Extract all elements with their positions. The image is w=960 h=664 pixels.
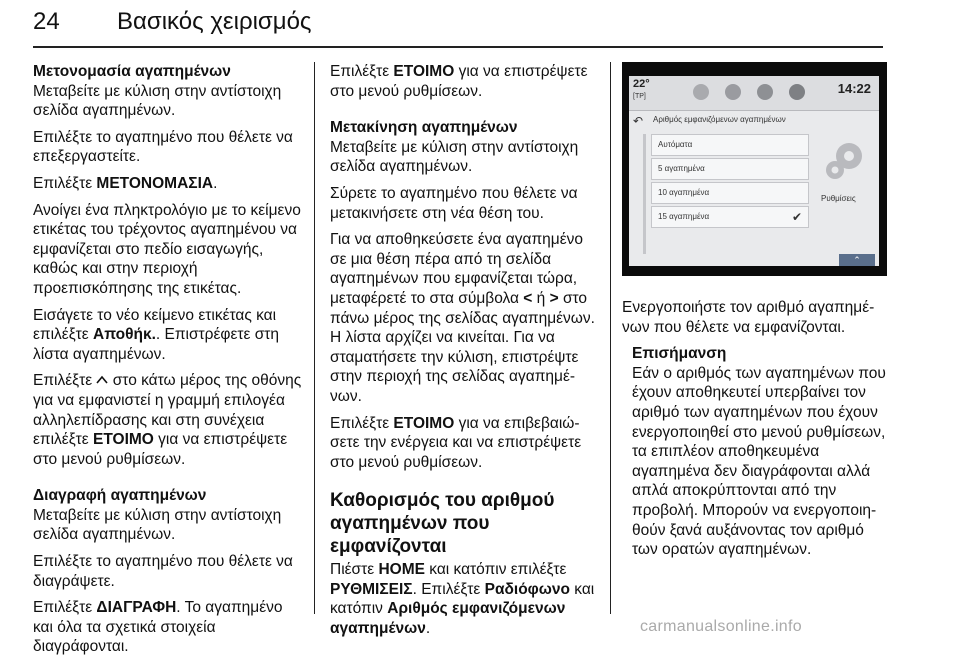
paragraph: Επιλέξτε ΕΤΟΙΜΟ για να επιβεβαιώσετε την ενέργεια και να επιστρέψετε στο μενού ρυθμίσεων. [330, 414, 582, 471]
paragraph: Μεταβείτε με κύλιση στην αντίστοιχη σελίδα αγαπημένων. [33, 506, 282, 544]
status-bar [629, 76, 879, 111]
paragraph: Επιλέξτε στο κάτω μέρος της οθόνης για να εμφανιστεί η γραμμή επιλογέα αλληλεπίδρασης και στη συνέχεια επιλέξτε ΕΤΟΙΜΟ για να επιστρέψετε στο μενού ρυθμίσεων. [33, 372, 302, 468]
paragraph: Εισάγετε το νέο κείμενο ετικέτας και επιλέξτε Αποθήκ.. Επιστρέφετε στη λίστα αγαπημένων. [33, 306, 280, 363]
section-heading-move: Μετακίνηση αγαπημένων [330, 119, 518, 137]
header-rule [33, 46, 883, 48]
settings-label: Ρυθμίσεις [821, 194, 856, 203]
phone-icon[interactable] [757, 84, 773, 100]
paragraph: Μεταβείτε με κύλιση στην αντίστοιχη σελίδα αγαπημένων. [33, 82, 282, 120]
column-3 [622, 298, 887, 567]
column-2 [330, 62, 600, 646]
paragraph: Επιλέξτε ΜΕΤΟΝΟΜΑΣΙΑ. [33, 174, 218, 192]
chevron-left-icon: < [523, 289, 533, 307]
section-heading-define: Καθορισμός του αριθμού αγαπημένων που εμφανίζονται [330, 490, 555, 558]
paragraph: Ενεργοποιήστε τον αριθμό αγαπημένων που θέλετε να εμφανίζονται. [622, 299, 875, 336]
chevron-right-icon: > [549, 289, 559, 307]
note-text: Εάν ο αριθμός των αγαπημένων που έχουν αποθηκευτεί υπερβαίνει τον αριθμό των αγαπημένων που έχουν ενεργοποιηθεί στο μενού ρυθμίσεων, τα επιπλέον αποθηκευμένα αγαπημένα δεν διαγράφονται αλλά απλά αποκρύπτονται από την προβολή. Μπορούν να ενεργοποιηθούν ξανά αυξάνοντας τον αριθμό των ορατών αγαπημένων. [632, 364, 886, 559]
column-divider [610, 62, 611, 614]
list-item[interactable]: 15 αγαπημένα ✔ [651, 206, 809, 228]
info-icon[interactable] [789, 84, 805, 100]
clock: 14:22 [837, 81, 871, 96]
audio-icon[interactable] [725, 84, 741, 100]
note-heading: Επισήμανση [632, 345, 727, 363]
paragraph: Ανοίγει ένα πληκτρολόγιο με το κείμενο ετικέτας του τρέχοντος αγαπημένου να εμφανίζεται στο πεδίο εισαγωγής, καθώς και στην περιοχή προεπισκόπησης της ετικέτας. [33, 201, 301, 297]
display-screen [629, 76, 879, 266]
infotainment-screenshot [622, 62, 887, 276]
paragraph: Σύρετε το αγαπημένο που θέλετε να μετακινήσετε στη νέα θέση του. [330, 184, 578, 222]
section-heading-delete: Διαγραφή αγαπημένων [33, 487, 207, 505]
list-item[interactable]: Αυτόματα [651, 134, 809, 156]
list-item[interactable]: 10 αγαπημένα [651, 182, 809, 204]
note-box [632, 344, 887, 560]
paragraph: Επιλέξτε ΔΙΑΓΡΑΦΗ. Το αγαπημένο και όλα τα σχετικά στοιχεία διαγράφονται. [33, 599, 283, 656]
chevron-up-icon [96, 374, 108, 386]
list-item[interactable]: 5 αγαπημένα [651, 158, 809, 180]
page-number: 24 [33, 8, 60, 35]
section-heading-rename: Μετονομασία αγαπημένων [33, 63, 231, 80]
scrollbar[interactable] [643, 134, 646, 254]
paragraph: Επιλέξτε το αγαπημένο που θέλετε να επεξεργαστείτε. [33, 128, 293, 166]
paragraph: Επιλέξτε το αγαπημένο που θέλετε να διαγράψετε. [33, 553, 293, 590]
paragraph: Μεταβείτε με κύλιση στην αντίστοιχη σελίδα αγαπημένων. [330, 138, 579, 176]
option-list [651, 134, 809, 230]
watermark: carmanualsonline.info [640, 618, 802, 635]
column-1 [33, 62, 303, 664]
page-header [33, 4, 883, 48]
column-divider [314, 62, 315, 614]
back-arrow-icon[interactable]: ↶ [633, 114, 644, 128]
paragraph: Επιλέξτε ΕΤΟΙΜΟ για να επιστρέψετε στο μενού ρυθμίσεων. [330, 63, 588, 100]
top-icons [685, 82, 815, 104]
settings-gears-icon [819, 136, 869, 186]
temperature: 22° [633, 78, 650, 90]
screen-title: Αριθμός εμφανιζόμενων αγαπημένων [653, 115, 786, 124]
screen-title-bar [629, 112, 879, 130]
page-title: Βασικός χειρισμός [117, 8, 312, 35]
interaction-bar-toggle[interactable]: ⌃ [839, 254, 875, 266]
tp-indicator: [TP] [633, 93, 646, 100]
paragraph: Πιέστε HOME και κατόπιν επιλέξτε ΡΥΘΜΙΣΕΙΣ. Επιλέξτε Ραδιόφωνο και κατόπιν Αριθμός εμφανιζόμενων αγαπημένων. [330, 561, 595, 638]
app-icon[interactable] [693, 84, 709, 100]
paragraph: Για να αποθηκεύσετε ένα αγαπημένο σε μια θέση πέρα από τη σελίδα αγαπημένων που εμφανίζεται τώρα, μεταφέρετέ το στα σύμβολα < ή > στο πάνω μέρος της σελίδας αγαπημένων. Η λίστα αρχίζει να κινείται. Για να σταματήσετε την κύλιση, επιστρέψτε στην περιοχή της σελίδας αγαπημένων. [330, 231, 595, 405]
checkmark-icon: ✔ [791, 210, 802, 224]
